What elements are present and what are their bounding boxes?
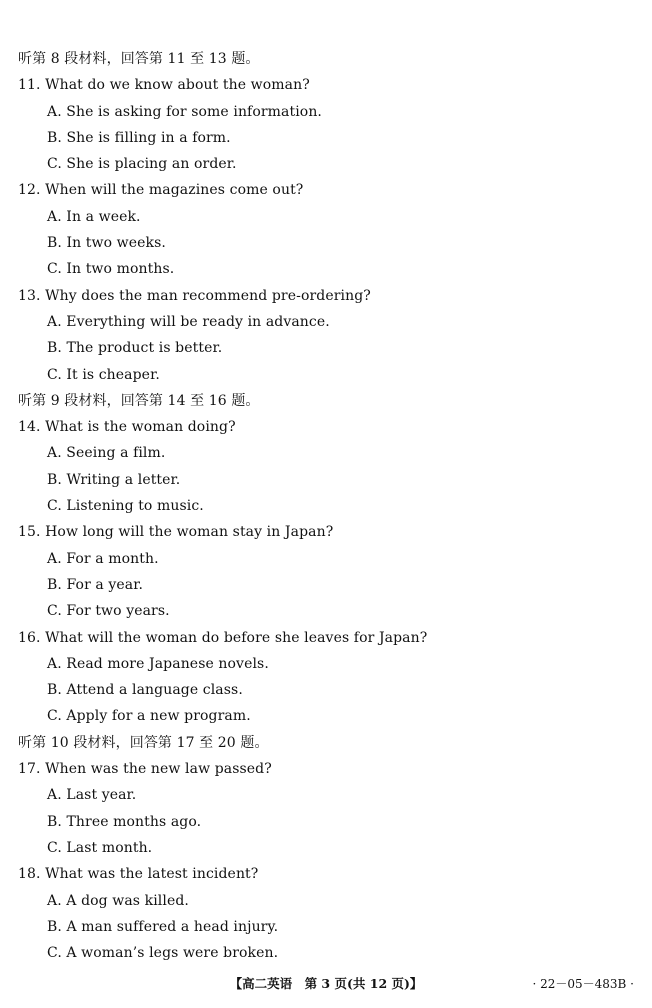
answer-option: C. Apply for a new program. bbox=[47, 708, 251, 725]
answer-option: C. Listening to music. bbox=[47, 498, 204, 515]
footer-exam-code: · 22－05－483B · bbox=[532, 977, 634, 991]
answer-option: B. For a year. bbox=[47, 576, 144, 593]
answer-option: A. Last year. bbox=[47, 787, 137, 804]
answer-option: C. For two years. bbox=[47, 603, 170, 620]
page-footer bbox=[0, 973, 652, 995]
section-heading: 听第 9 段材料，回答第 14 至 16 题。 bbox=[18, 392, 260, 409]
answer-option: C. A woman’s legs were broken. bbox=[47, 945, 279, 962]
answer-option: B. Attend a language class. bbox=[47, 682, 243, 699]
question-text: 14. What is the woman doing? bbox=[18, 419, 236, 436]
answer-option: B. In two weeks. bbox=[47, 235, 166, 252]
answer-option: A. Read more Japanese novels. bbox=[47, 655, 269, 672]
answer-option: B. Three months ago. bbox=[47, 813, 202, 830]
answer-option: A. A dog was killed. bbox=[47, 892, 189, 909]
footer-page-info: 【高二英语 第 3 页(共 12 页)】 bbox=[229, 976, 423, 991]
answer-option: B. She is filling in a form. bbox=[47, 129, 231, 146]
answer-option: B. Writing a letter. bbox=[47, 471, 181, 488]
section-heading: 听第 8 段材料，回答第 11 至 13 题。 bbox=[18, 51, 260, 67]
answer-option: A. Seeing a film. bbox=[47, 445, 166, 462]
question-text: 15. How long will the woman stay in Japan? bbox=[18, 524, 334, 541]
question-text: 16. What will the woman do before she leaves for Japan? bbox=[18, 629, 428, 646]
answer-option: A. For a month. bbox=[47, 550, 159, 567]
answer-option: C. Last month. bbox=[47, 839, 153, 856]
answer-option: C. It is cheaper. bbox=[47, 366, 160, 383]
answer-option: A. In a week. bbox=[47, 208, 141, 225]
question-text: 17. When was the new law passed? bbox=[18, 761, 272, 778]
question-text: 18. What was the latest incident? bbox=[18, 866, 259, 883]
section-heading: 听第 10 段材料，回答第 17 至 20 题。 bbox=[18, 734, 269, 751]
answer-option: B. The product is better. bbox=[47, 340, 223, 357]
question-text: 11. What do we know about the woman? bbox=[18, 77, 310, 94]
answer-option: C. In two months. bbox=[47, 261, 175, 278]
answer-option: C. She is placing an order. bbox=[47, 156, 237, 173]
question-text: 12. When will the magazines come out? bbox=[18, 182, 304, 199]
question-text: 13. Why does the man recommend pre-ordering? bbox=[18, 287, 371, 304]
answer-option: A. She is asking for some information. bbox=[47, 103, 322, 120]
answer-option: B. A man suffered a head injury. bbox=[47, 918, 279, 935]
answer-option: A. Everything will be ready in advance. bbox=[47, 313, 330, 330]
exam-content bbox=[18, 46, 638, 966]
